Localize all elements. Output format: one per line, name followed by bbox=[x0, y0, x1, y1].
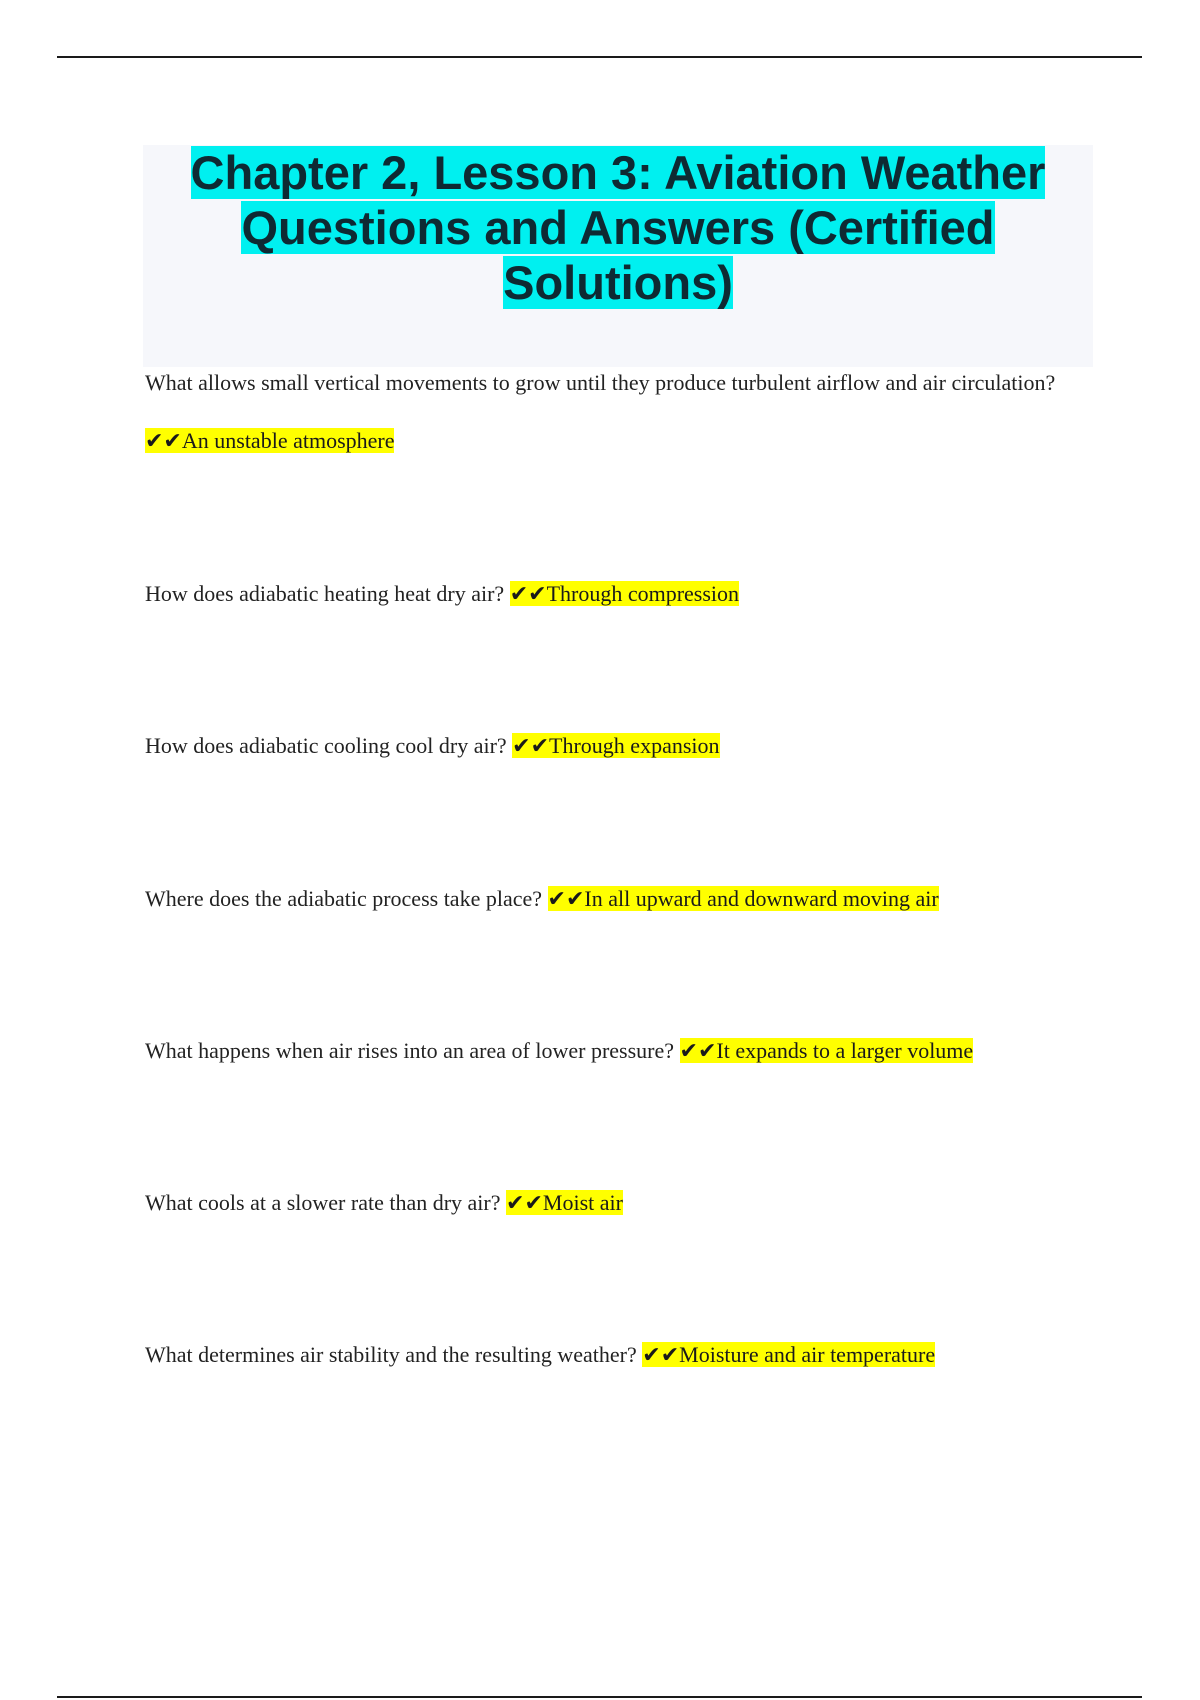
question-text: What determines air stability and the resulting weather? bbox=[145, 1342, 637, 1367]
check-mark-icon: ✔✔ bbox=[547, 887, 585, 912]
page-title-text: Chapter 2, Lesson 3: Aviation Weather Questions and Answers (Certified Solutions) bbox=[190, 146, 1046, 309]
qa-item-3 bbox=[145, 717, 1085, 776]
answer-text: An unstable atmosphere bbox=[181, 428, 395, 453]
answer-highlight bbox=[510, 581, 739, 606]
answer-highlight bbox=[548, 886, 939, 911]
question-text: What cools at a slower rate than dry air? bbox=[145, 1190, 501, 1215]
check-mark-icon: ✔✔ bbox=[145, 429, 182, 454]
check-mark-icon: ✔✔ bbox=[506, 1191, 543, 1216]
answer-highlight bbox=[145, 428, 394, 453]
title-block bbox=[143, 145, 1093, 367]
check-mark-icon: ✔✔ bbox=[679, 1039, 717, 1064]
check-mark-icon: ✔✔ bbox=[642, 1343, 680, 1368]
bottom-rule bbox=[57, 1696, 1142, 1698]
check-mark-icon: ✔✔ bbox=[512, 734, 550, 759]
question-text: Where does the adiabatic process take place? bbox=[145, 886, 543, 911]
qa-item-5 bbox=[145, 1022, 1145, 1081]
qa-item-4 bbox=[145, 870, 1085, 929]
question-text: How does adiabatic cooling cool dry air? bbox=[145, 733, 507, 758]
question-text: What happens when air rises into an area of lower pressure? bbox=[145, 1038, 675, 1063]
check-mark-icon: ✔✔ bbox=[509, 582, 547, 607]
qa-item-1 bbox=[145, 354, 1085, 471]
answer-text: Moisture and air temperature bbox=[679, 1342, 936, 1367]
qa-item-7 bbox=[145, 1326, 1085, 1385]
answer-text: It expands to a larger volume bbox=[716, 1038, 974, 1063]
answer-highlight bbox=[512, 733, 719, 758]
question-text: How does adiabatic heating heat dry air? bbox=[145, 581, 505, 606]
answer-text: Moist air bbox=[542, 1190, 623, 1215]
answer-text: Through compression bbox=[546, 581, 740, 606]
answer-highlight bbox=[506, 1190, 623, 1215]
answer-text: In all upward and downward moving air bbox=[584, 886, 939, 911]
qa-item-6 bbox=[145, 1174, 1085, 1233]
answer-text: Through expansion bbox=[549, 733, 720, 758]
answer-highlight bbox=[680, 1038, 974, 1063]
qa-item-2 bbox=[145, 565, 1085, 624]
page-title bbox=[143, 145, 1093, 310]
answer-highlight bbox=[642, 1342, 935, 1367]
question-text: What allows small vertical movements to grow until they produce turbulent airflow and air circulation? bbox=[145, 370, 1056, 395]
top-rule bbox=[57, 56, 1142, 58]
